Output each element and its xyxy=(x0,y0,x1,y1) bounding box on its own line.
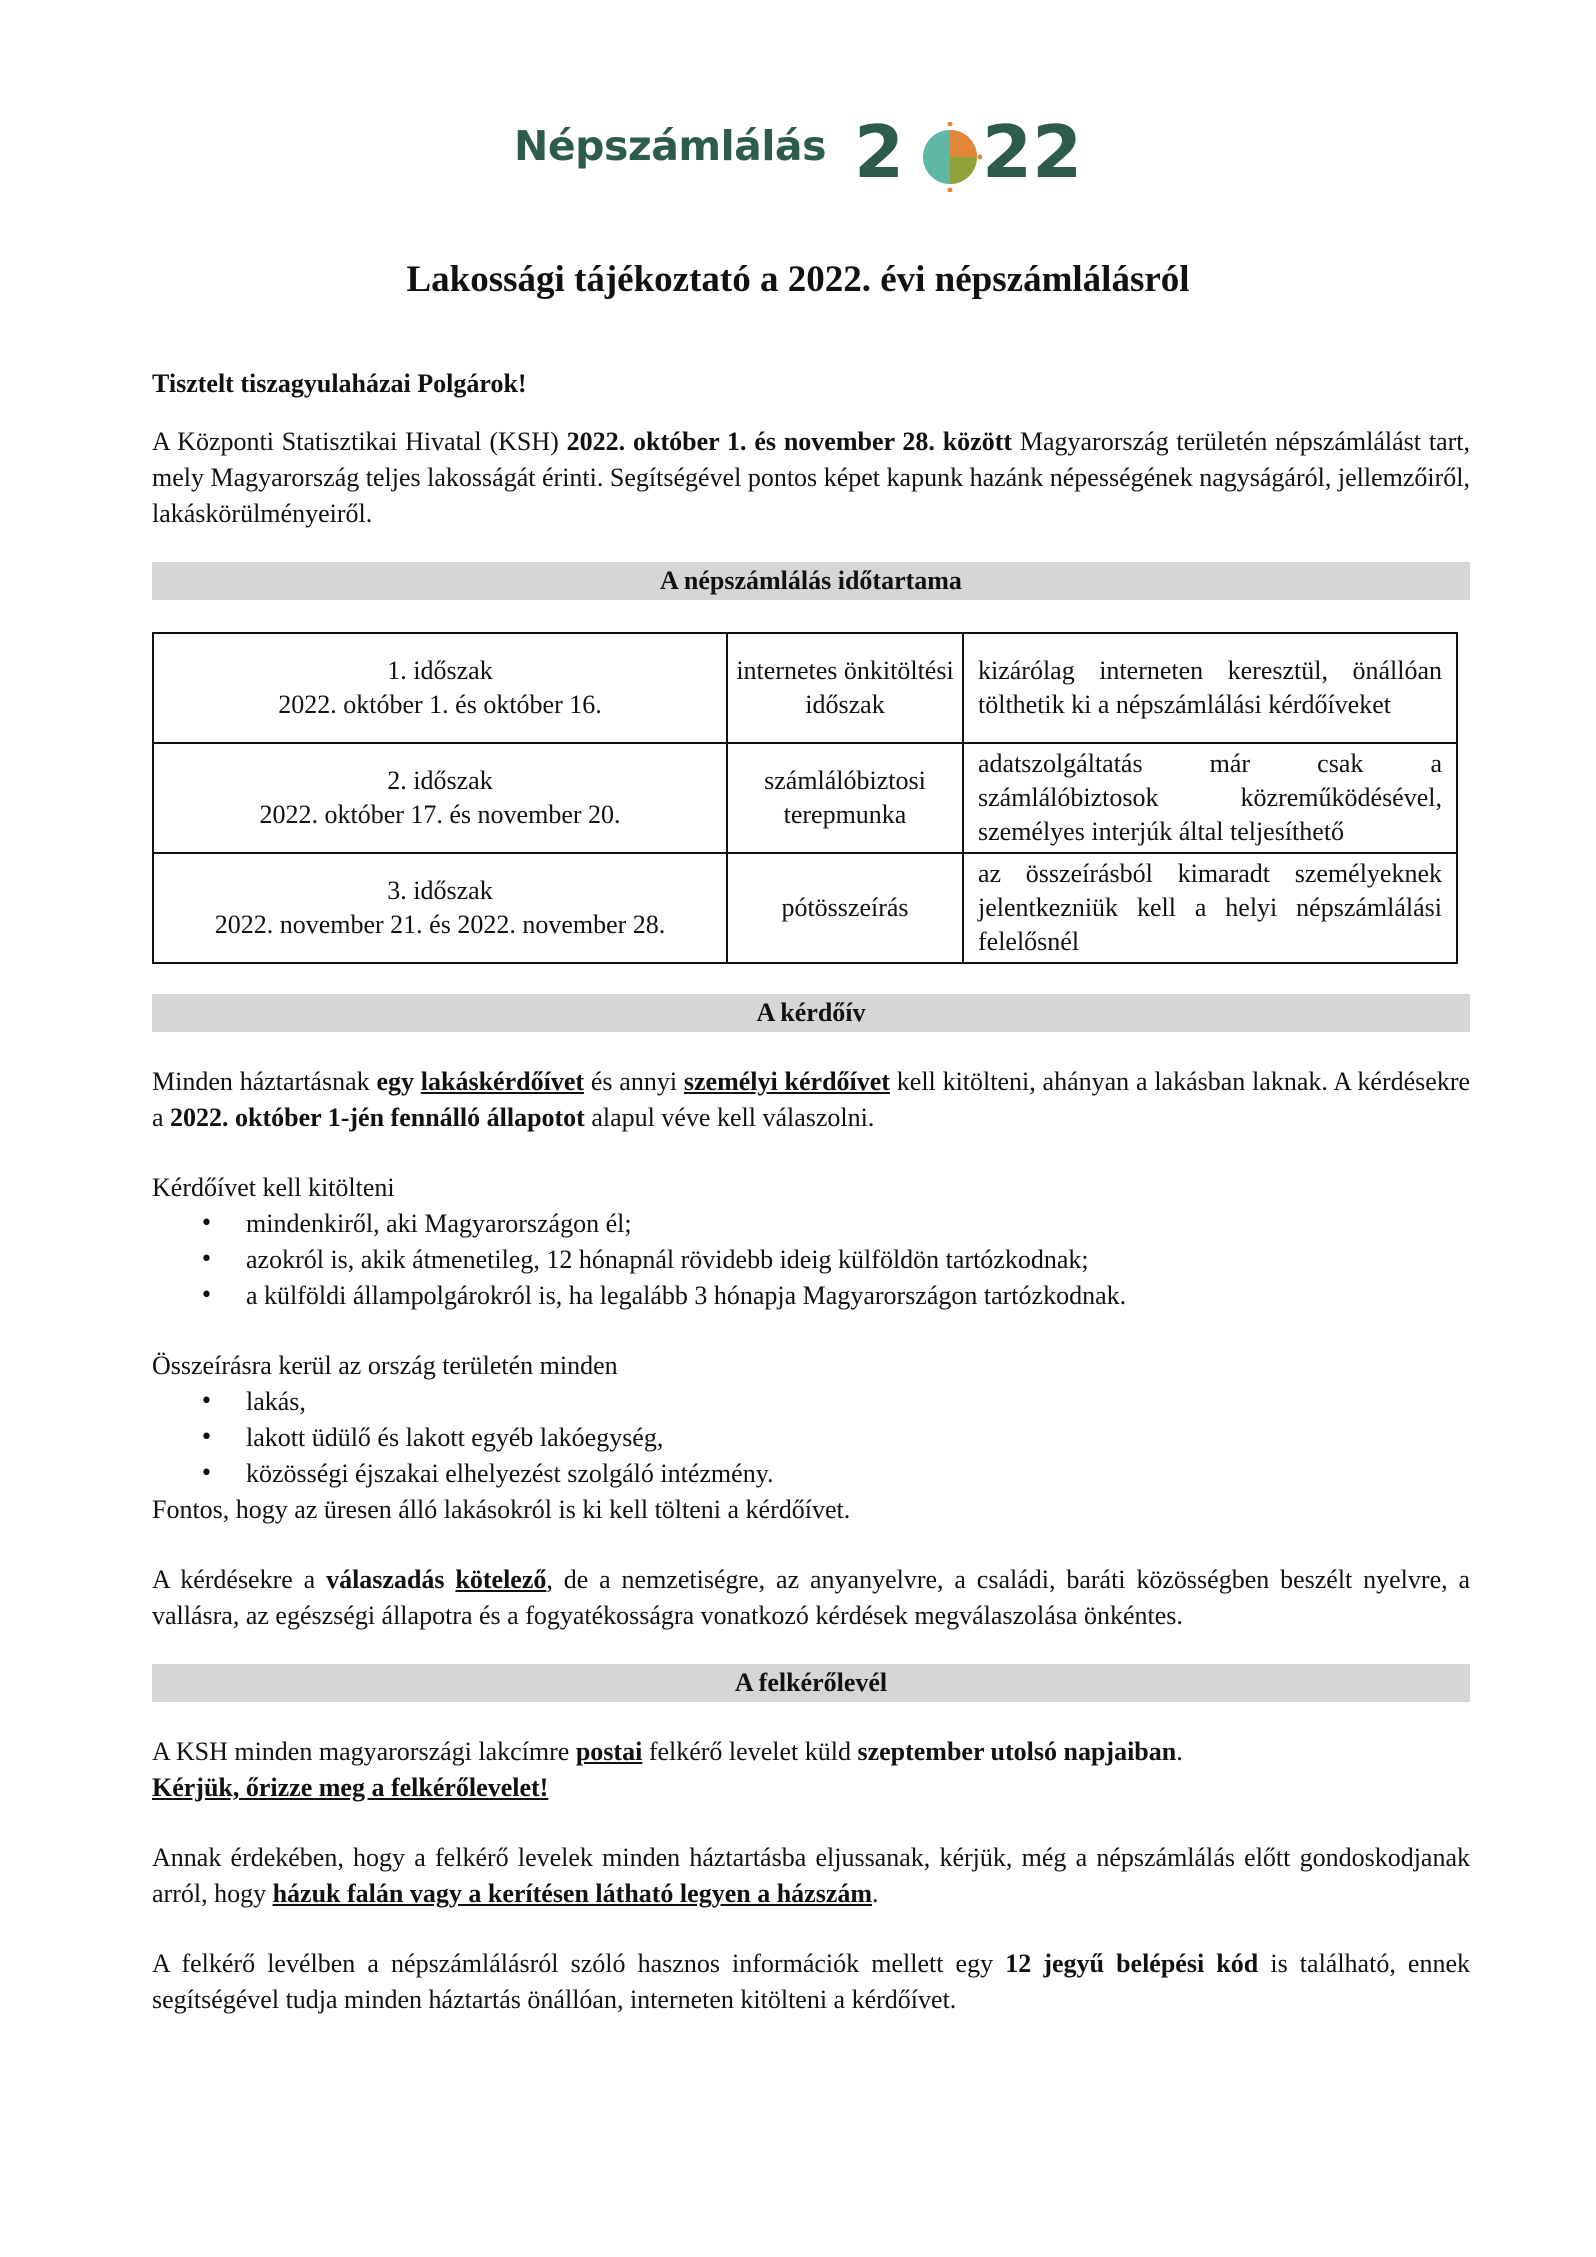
fill-intro: Kérdőívet kell kitölteni xyxy=(152,1173,395,1202)
list-item: • lakott üdülő és lakott egyéb lakóegység, xyxy=(152,1420,1470,1456)
period-desc-cell: az összeírásból kimaradt személyeknek jelentkezniük kell a helyi népszámlálási felelősnél xyxy=(963,853,1457,963)
period-type-cell: internetes önkitöltési időszak xyxy=(727,633,963,743)
list-item: • közösségi éjszakai elhelyezést szolgáló intézmény. xyxy=(152,1456,1470,1492)
table-row xyxy=(153,853,1457,963)
logo-wordmark: Népszámlálás xyxy=(514,122,826,170)
period-desc-cell: adatszolgáltatás már csak a számlálóbiztosok közreműködésével, személyes interjúk által teljesíthető xyxy=(963,743,1457,853)
section-heading-duration: A népszámlálás időtartama xyxy=(152,562,1470,600)
section-heading-letter: A felkérőlevél xyxy=(152,1664,1470,1702)
fill-list xyxy=(152,1206,1470,1314)
intro-paragraph: A Központi Statisztikai Hivatal (KSH) 2022. október 1. és november 28. között Magyarország területén népszámlálást tart, mely Magyarország teljes lakosságát érinti. Segítségével pontos képet kapunk hazánk népességének nagyságáról, jellemzőiről, lakáskörülményeiről. xyxy=(152,427,1470,528)
questionnaire-paragraph: Minden háztartásnak egy lakáskérdőívet és annyi személyi kérdőívet kell kitölteni, ahányan a lakásban laknak. A kérdésekre a 2022. október 1-jén fennálló állapotot alapul véve kell válaszolni. xyxy=(152,1067,1471,1132)
list-item: • lakás, xyxy=(152,1384,1470,1420)
empty-dwelling-note: Fontos, hogy az üresen álló lakásokról is ki kell tölteni a kérdőívet. xyxy=(152,1495,851,1524)
period-cell: 1. időszak 2022. október 1. és október 16. xyxy=(153,633,727,743)
periods-table xyxy=(152,632,1458,964)
page-title: Lakossági tájékoztató a 2022. évi népszámlálásról xyxy=(406,259,1190,300)
period-type-cell: pótösszeírás xyxy=(727,853,963,963)
list-item: • mindenkiről, aki Magyarországon él; xyxy=(152,1206,1470,1242)
list-item: • a külföldi állampolgárokról is, ha legalább 3 hónapja Magyarországon tartózkodnak. xyxy=(152,1278,1470,1314)
logo-year xyxy=(854,108,1154,196)
section-heading-questionnaire: A kérdőív xyxy=(152,994,1470,1032)
logo-year-digit: 2 xyxy=(854,110,905,194)
period-cell: 3. időszak 2022. november 21. és 2022. november 28. xyxy=(153,853,727,963)
pie-chart-icon xyxy=(918,122,982,192)
period-cell: 2. időszak 2022. október 17. és november 20. xyxy=(153,743,727,853)
period-desc-cell: kizárólag interneten keresztül, önállóan tölthetik ki a népszámlálási kérdőíveket xyxy=(963,633,1457,743)
table-row xyxy=(153,743,1457,853)
logo-year-digits: 22 xyxy=(982,110,1083,194)
greeting: Tisztelt tiszagyulaházai Polgárok! xyxy=(152,369,527,398)
list-item: • azokról is, akik átmenetileg, 12 hónapnál rövidebb ideig külföldön tartózkodnak; xyxy=(152,1242,1470,1278)
table-row xyxy=(153,633,1457,743)
house-number-paragraph: Annak érdekében, hogy a felkérő levelek minden háztartásba eljussanak, kérjük, még a népszámlálás előtt gondoskodjanak arról, hogy házuk falán vagy a kerítésen látható legyen a házszám. xyxy=(152,1843,1470,1908)
period-type-cell: számlálóbiztosi terepmunka xyxy=(727,743,963,853)
letter-paragraph: A KSH minden magyarországi lakcímre postai felkérő levelet küld szeptember utolsó napjaiban. Kérjük, őrizze meg a felkérőlevelet! xyxy=(152,1737,1183,1802)
census-intro: Összeírásra kerül az ország területén minden xyxy=(152,1351,618,1380)
login-code-paragraph: A felkérő levélben a népszámlálásról szóló hasznos információk mellett egy 12 jegyű belépési kód is található, ennek segítségével tudja minden háztartás önállóan, interneten kitölteni a kérdőívet. xyxy=(152,1949,1471,2014)
mandatory-paragraph: A kérdésekre a válaszadás kötelező, de a nemzetiségre, az anyanyelvre, a családi, baráti közösségben beszélt nyelvre, a vallásra, az egészségi állapotra és a fogyatékosságra vonatkozó kérdések megválaszolása önkéntes. xyxy=(152,1565,1471,1630)
census-list xyxy=(152,1384,1470,1492)
document-body xyxy=(152,366,1470,2018)
